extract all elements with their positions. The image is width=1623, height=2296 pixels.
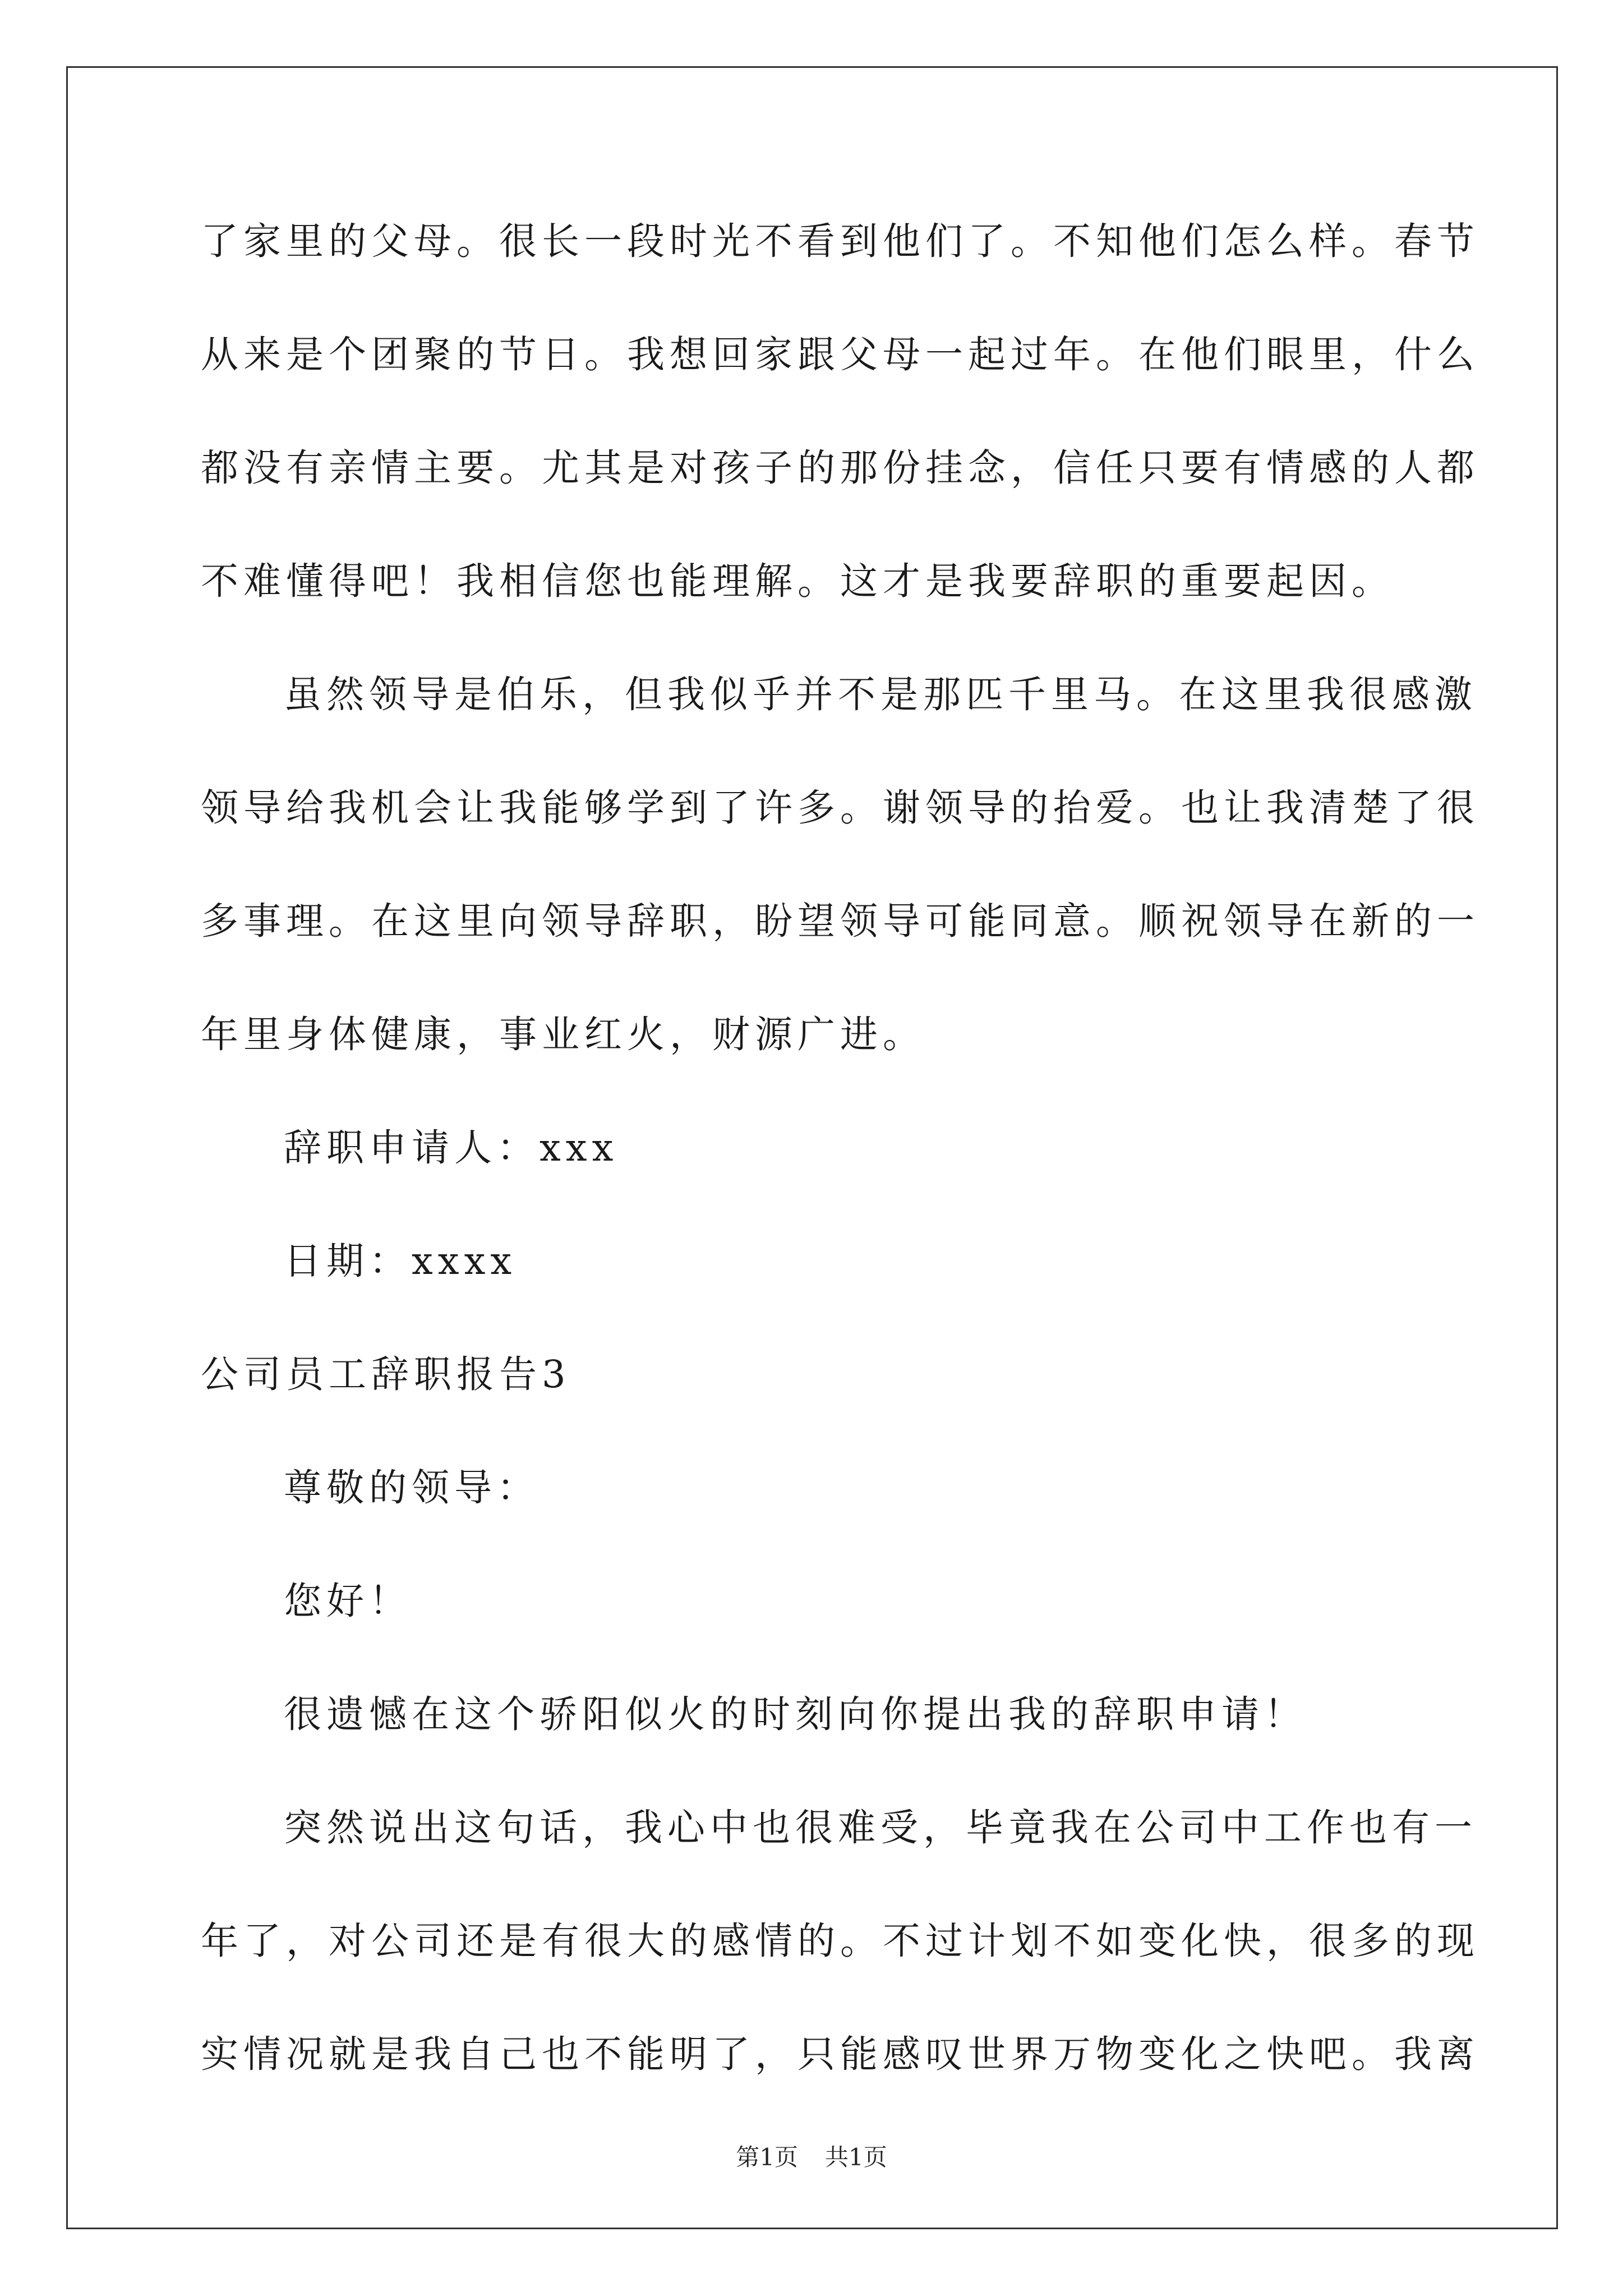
section-heading: 公司员工辞职报告3 (201, 1352, 571, 1396)
document-body (201, 213, 1479, 2139)
paragraph-line: 虽然领导是伯乐，但我似乎并不是那匹千里马。在这里我很感激 (284, 673, 1477, 716)
paragraph-line: 实情况就是我自己也不能明了，只能感叹世界万物变化之快吧。我离 (201, 2032, 1479, 2076)
applicant-line: 辞职申请人：xxx (284, 1126, 619, 1170)
page-number: 第1页 (736, 2143, 798, 2171)
paragraph-line: 多事理。在这里向领导辞职，盼望领导可能同意。顺祝领导在新的一 (201, 899, 1479, 943)
paragraph-line: 突然说出这句话，我心中也很难受，毕竟我在公司中工作也有一 (284, 1806, 1477, 1849)
paragraph-line: 年里身体健康，事业红火，财源广进。 (201, 1013, 925, 1056)
paragraph-line: 年了，对公司还是有很大的感情的。不过计划不如变化快，很多的现 (201, 1919, 1479, 1963)
salutation: 尊敬的领导： (284, 1466, 540, 1510)
paragraph-line: 从来是个团聚的节日。我想回家跟父母一起过年。在他们眼里，什么 (201, 333, 1479, 376)
paragraph-line: 了家里的父母。很长一段时光不看到他们了。不知他们怎么样。春节 (201, 219, 1479, 263)
paragraph-line: 很遗憾在这个骄阳似火的时刻向你提出我的辞职申请！ (284, 1692, 1307, 1736)
page-total: 共1页 (825, 2143, 887, 2171)
page-footer (0, 2141, 1623, 2174)
paragraph-line: 不难懂得吧！我相信您也能理解。这才是我要辞职的重要起因。 (201, 559, 1394, 603)
date-line: 日期：xxxx (284, 1239, 517, 1283)
paragraph-line: 领导给我机会让我能够学到了许多。谢领导的抬爱。也让我清楚了很 (201, 786, 1479, 830)
greeting: 您好！ (284, 1579, 412, 1623)
paragraph-line: 都没有亲情主要。尤其是对孩子的那份挂念，信任只要有情感的人都 (201, 446, 1479, 490)
